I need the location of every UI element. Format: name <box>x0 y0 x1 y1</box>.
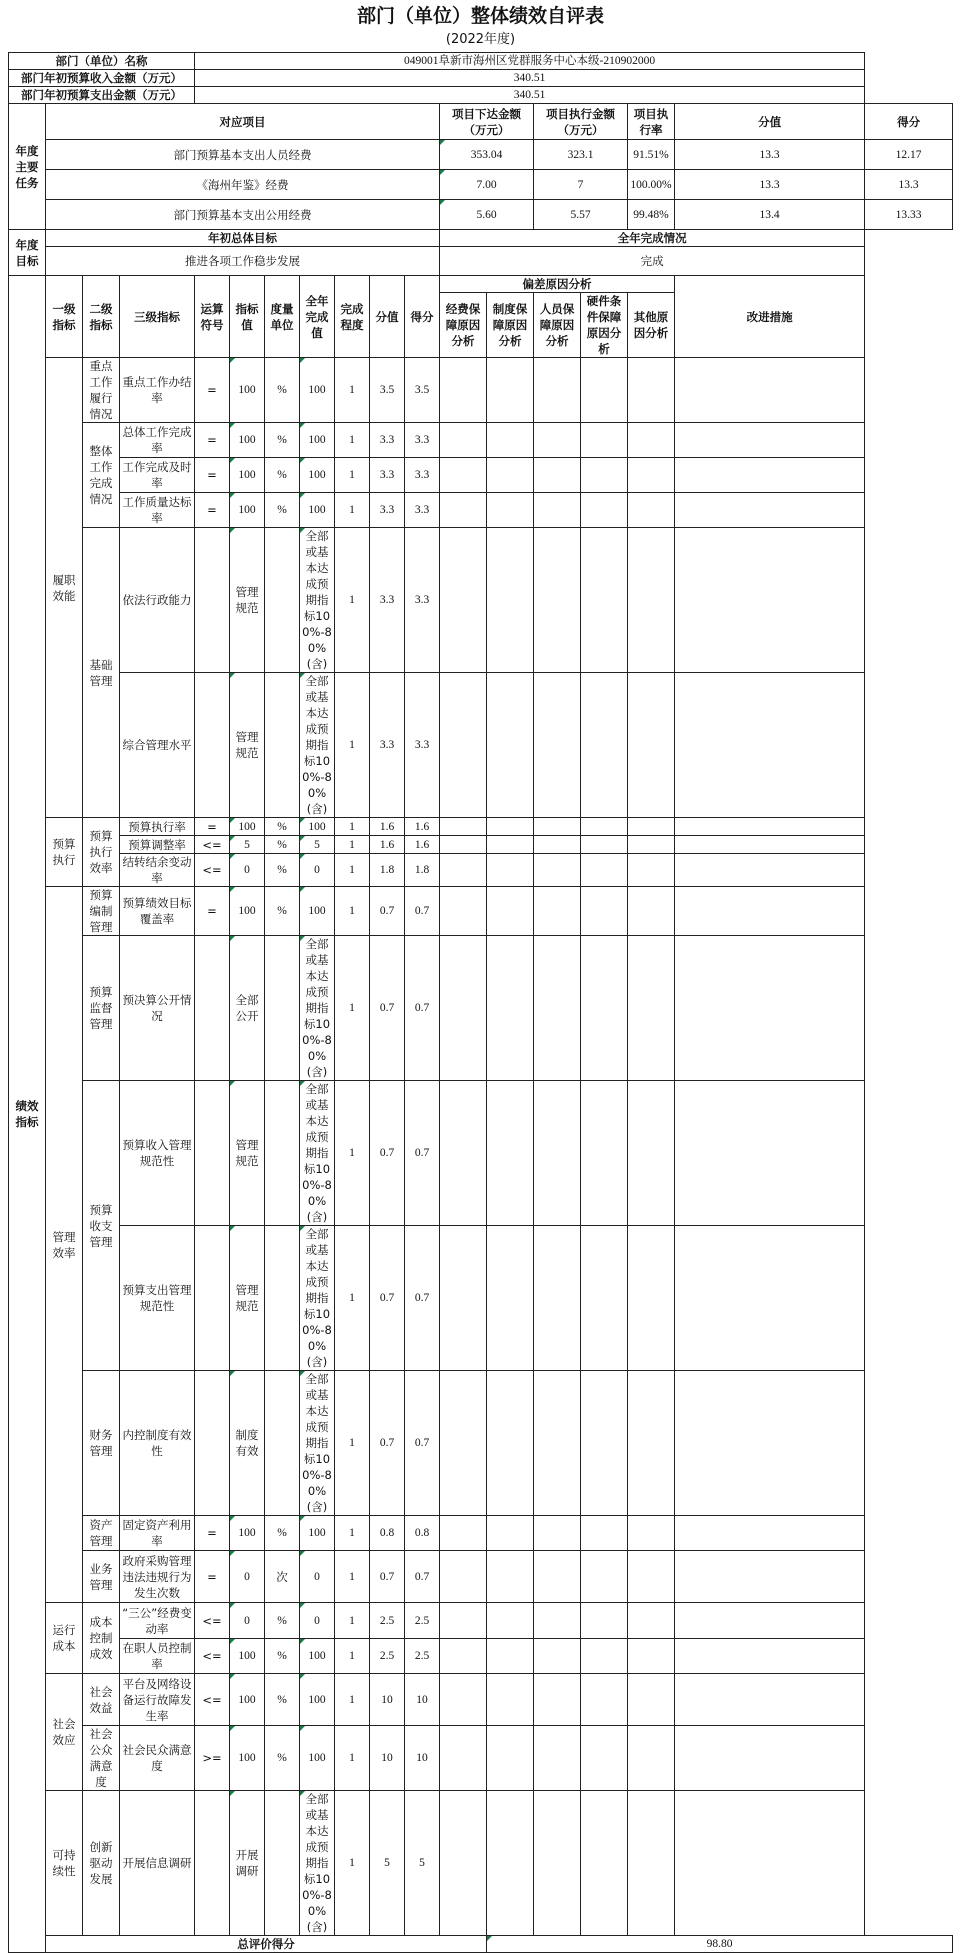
score-cell: 2.5 <box>370 1603 405 1639</box>
col-score: 分值 <box>370 276 405 358</box>
task-name: 部门预算基本支出人员经费 <box>46 140 440 170</box>
l3-cell: 预算执行率 <box>120 818 195 836</box>
l3-cell: “三公”经费变动率 <box>120 1603 195 1639</box>
l2-cell: 预算监督管理 <box>83 936 120 1081</box>
l3-cell: 预算调整率 <box>120 836 195 854</box>
l1-cell: 社会效应 <box>46 1674 83 1791</box>
degree-cell: 1 <box>335 936 370 1081</box>
l3-cell: 政府采购管理违法违规行为发生次数 <box>120 1551 195 1603</box>
actual-cell: 100 <box>300 423 335 458</box>
op-cell: >= <box>195 1726 230 1791</box>
score-cell: 3.3 <box>370 493 405 528</box>
degree-cell: 1 <box>335 1674 370 1726</box>
degree-cell: 1 <box>335 1603 370 1639</box>
target-cell: 管理规范 <box>230 1226 265 1371</box>
l2-cell: 预算编制管理 <box>83 887 120 936</box>
actual-cell: 全部或基本达成预期指标100%-80%(含) <box>300 1791 335 1936</box>
table-row <box>9 200 953 230</box>
col-dev: 经费保障原因分析 <box>440 293 487 358</box>
task-exec: 5.57 <box>534 200 628 230</box>
l2-cell: 资产管理 <box>83 1516 120 1551</box>
degree-cell: 1 <box>335 887 370 936</box>
score-cell: 3.5 <box>370 358 405 423</box>
l3-cell: 在职人员控制率 <box>120 1639 195 1674</box>
l1-cell: 运行成本 <box>46 1603 83 1674</box>
got-cell: 3.5 <box>405 358 440 423</box>
l1-cell: 管理效率 <box>46 887 83 1603</box>
table-row <box>9 1726 953 1791</box>
target-cell: 100 <box>230 1639 265 1674</box>
degree-cell: 1 <box>335 1081 370 1226</box>
actual-cell: 0 <box>300 1551 335 1603</box>
l3-cell: 依法行政能力 <box>120 528 195 673</box>
l3-cell: 工作质量达标率 <box>120 493 195 528</box>
got-cell: 1.6 <box>405 836 440 854</box>
degree-cell: 1 <box>335 458 370 493</box>
tasks-header: 项目下达金额（万元） <box>440 104 534 140</box>
got-cell: 2.5 <box>405 1639 440 1674</box>
l2-cell: 成本控制成效 <box>83 1603 120 1674</box>
unit-cell: 次 <box>265 1551 300 1603</box>
tasks-header: 得分 <box>865 104 953 140</box>
got-cell: 1.8 <box>405 854 440 887</box>
actual-cell: 全部或基本达成预期指标100%-80%(含) <box>300 673 335 818</box>
score-cell: 0.7 <box>370 1226 405 1371</box>
score-cell: 0.8 <box>370 1516 405 1551</box>
actual-cell: 5 <box>300 836 335 854</box>
unit-cell: % <box>265 1726 300 1791</box>
table-row <box>9 423 953 458</box>
col-target: 指标值 <box>230 276 265 358</box>
actual-cell: 全部或基本达成预期指标100%-80%(含) <box>300 936 335 1081</box>
task-budget: 7.00 <box>440 170 534 200</box>
table-row <box>9 836 953 854</box>
table-row <box>9 358 953 423</box>
unit-cell <box>265 1371 300 1516</box>
col-dev: 人员保障原因分析 <box>534 293 581 358</box>
score-cell: 10 <box>370 1674 405 1726</box>
table-row <box>9 1551 953 1603</box>
page-title: 部门（单位）整体绩效自评表 <box>356 5 604 27</box>
unit-cell: % <box>265 1603 300 1639</box>
unit-cell <box>265 1226 300 1371</box>
op-cell <box>195 1371 230 1516</box>
got-cell: 0.7 <box>405 1081 440 1226</box>
op-cell: <= <box>195 836 230 854</box>
target-cell: 100 <box>230 358 265 423</box>
degree-cell: 1 <box>335 854 370 887</box>
score-cell: 3.3 <box>370 423 405 458</box>
table-row <box>9 1516 953 1551</box>
actual-cell: 100 <box>300 887 335 936</box>
unit-cell: % <box>265 493 300 528</box>
col-got: 得分 <box>405 276 440 358</box>
got-cell: 0.7 <box>405 887 440 936</box>
l2-cell: 基础管理 <box>83 528 120 818</box>
actual-cell: 0 <box>300 1603 335 1639</box>
actual-cell: 100 <box>300 1516 335 1551</box>
score-cell: 0.7 <box>370 936 405 1081</box>
score-cell: 3.3 <box>370 458 405 493</box>
l2-cell: 财务管理 <box>83 1371 120 1516</box>
op-cell: <= <box>195 854 230 887</box>
l1-cell: 预算执行 <box>46 818 83 887</box>
score-cell: 2.5 <box>370 1639 405 1674</box>
score-cell: 5 <box>370 1791 405 1936</box>
l3-cell: 内控制度有效性 <box>120 1371 195 1516</box>
l3-cell: 结转结余变动率 <box>120 854 195 887</box>
op-cell <box>195 936 230 1081</box>
table-row <box>9 1226 953 1371</box>
tasks-header: 对应项目 <box>46 104 440 140</box>
expense-value: 340.51 <box>195 87 865 104</box>
tasks-header: 项目执行率 <box>628 104 675 140</box>
col-l2: 二级指标 <box>83 276 120 358</box>
col-l3: 三级指标 <box>120 276 195 358</box>
task-got: 12.17 <box>865 140 953 170</box>
task-score: 13.3 <box>675 170 865 200</box>
l3-cell: 平台及网络设备运行故障发生率 <box>120 1674 195 1726</box>
actual-cell: 100 <box>300 458 335 493</box>
goals-right-value: 完成 <box>440 247 865 276</box>
target-cell: 0 <box>230 1603 265 1639</box>
actual-cell: 0 <box>300 854 335 887</box>
dept-name-value: 049001阜新市海州区党群服务中心本级-210902000 <box>195 53 865 70</box>
l3-cell: 重点工作办结率 <box>120 358 195 423</box>
task-score: 13.3 <box>675 140 865 170</box>
task-exec: 323.1 <box>534 140 628 170</box>
table-row <box>9 887 953 936</box>
actual-cell: 100 <box>300 1674 335 1726</box>
unit-cell <box>265 528 300 673</box>
total-label: 总评价得分 <box>46 1936 487 1953</box>
table-row <box>9 458 953 493</box>
task-got: 13.3 <box>865 170 953 200</box>
table-row <box>9 493 953 528</box>
l3-cell: 综合管理水平 <box>120 673 195 818</box>
task-name: 《海州年鉴》经费 <box>46 170 440 200</box>
op-cell: = <box>195 887 230 936</box>
col-deviation: 偏差原因分析 <box>440 276 675 293</box>
degree-cell: 1 <box>335 1226 370 1371</box>
degree-cell: 1 <box>335 1516 370 1551</box>
op-cell: <= <box>195 1603 230 1639</box>
op-cell <box>195 673 230 818</box>
degree-cell: 1 <box>335 1791 370 1936</box>
score-cell: 0.7 <box>370 887 405 936</box>
op-cell: = <box>195 818 230 836</box>
col-dev: 制度保障原因分析 <box>487 293 534 358</box>
degree-cell: 1 <box>335 528 370 673</box>
degree-cell: 1 <box>335 1639 370 1674</box>
target-cell: 100 <box>230 423 265 458</box>
target-cell: 0 <box>230 1551 265 1603</box>
op-cell: = <box>195 423 230 458</box>
actual-cell: 100 <box>300 1639 335 1674</box>
got-cell: 0.7 <box>405 1371 440 1516</box>
degree-cell: 1 <box>335 1371 370 1516</box>
table-row <box>9 140 953 170</box>
actual-cell: 全部或基本达成预期指标100%-80%(含) <box>300 1371 335 1516</box>
l3-cell: 预算绩效目标覆盖率 <box>120 887 195 936</box>
op-cell: = <box>195 1551 230 1603</box>
tasks-section-label: 年度主要任务 <box>9 104 46 230</box>
target-cell: 管理规范 <box>230 673 265 818</box>
unit-cell: % <box>265 358 300 423</box>
score-cell: 0.7 <box>370 1081 405 1226</box>
income-label: 部门年初预算收入金额（万元） <box>9 70 195 87</box>
score-cell: 1.8 <box>370 854 405 887</box>
actual-cell: 100 <box>300 818 335 836</box>
op-cell <box>195 1791 230 1936</box>
unit-cell: % <box>265 423 300 458</box>
op-cell: <= <box>195 1674 230 1726</box>
indicators-section-label: 绩效指标 <box>9 276 46 1953</box>
op-cell: = <box>195 458 230 493</box>
table-row <box>9 1791 953 1936</box>
degree-cell: 1 <box>335 1551 370 1603</box>
target-cell: 0 <box>230 854 265 887</box>
total-value: 98.80 <box>487 1936 953 1953</box>
target-cell: 全部公开 <box>230 936 265 1081</box>
got-cell: 2.5 <box>405 1603 440 1639</box>
op-cell: = <box>195 493 230 528</box>
got-cell: 3.3 <box>405 528 440 673</box>
unit-cell: % <box>265 1516 300 1551</box>
score-cell: 0.7 <box>370 1551 405 1603</box>
degree-cell: 1 <box>335 1726 370 1791</box>
unit-cell: % <box>265 836 300 854</box>
unit-cell <box>265 936 300 1081</box>
score-cell: 3.3 <box>370 528 405 673</box>
score-cell: 10 <box>370 1726 405 1791</box>
task-budget: 353.04 <box>440 140 534 170</box>
target-cell: 100 <box>230 1516 265 1551</box>
col-degree: 完成程度 <box>335 276 370 358</box>
unit-cell: % <box>265 818 300 836</box>
table-row <box>9 170 953 200</box>
score-cell: 3.3 <box>370 673 405 818</box>
table-row <box>9 1674 953 1726</box>
op-cell <box>195 528 230 673</box>
got-cell: 10 <box>405 1726 440 1791</box>
target-cell: 管理规范 <box>230 528 265 673</box>
degree-cell: 1 <box>335 673 370 818</box>
got-cell: 0.7 <box>405 1226 440 1371</box>
table-row <box>9 1081 953 1226</box>
tasks-header: 分值 <box>675 104 865 140</box>
op-cell <box>195 1081 230 1226</box>
table-row <box>9 528 953 673</box>
actual-cell: 全部或基本达成预期指标100%-80%(含) <box>300 528 335 673</box>
col-op: 运算符号 <box>195 276 230 358</box>
unit-cell: % <box>265 1639 300 1674</box>
got-cell: 0.8 <box>405 1516 440 1551</box>
l3-cell: 社会民众满意度 <box>120 1726 195 1791</box>
task-score: 13.4 <box>675 200 865 230</box>
target-cell: 5 <box>230 836 265 854</box>
l2-cell: 业务管理 <box>83 1551 120 1603</box>
col-improve: 改进措施 <box>675 276 865 358</box>
got-cell: 10 <box>405 1674 440 1726</box>
col-dev: 其他原因分析 <box>628 293 675 358</box>
task-got: 13.33 <box>865 200 953 230</box>
actual-cell: 100 <box>300 493 335 528</box>
unit-cell <box>265 1081 300 1226</box>
got-cell: 5 <box>405 1791 440 1936</box>
l1-cell: 可持续性 <box>46 1791 83 1936</box>
got-cell: 1.6 <box>405 818 440 836</box>
degree-cell: 1 <box>335 818 370 836</box>
table-row <box>9 936 953 1081</box>
target-cell: 100 <box>230 493 265 528</box>
target-cell: 100 <box>230 1674 265 1726</box>
unit-cell: % <box>265 887 300 936</box>
got-cell: 3.3 <box>405 673 440 818</box>
unit-cell: % <box>265 458 300 493</box>
l2-cell: 社会效益 <box>83 1674 120 1726</box>
l2-cell: 社会公众满意度 <box>83 1726 120 1791</box>
l1-cell: 履职效能 <box>46 358 83 818</box>
degree-cell: 1 <box>335 493 370 528</box>
expense-label: 部门年初预算支出金额（万元） <box>9 87 195 104</box>
l3-cell: 预算支出管理规范性 <box>120 1226 195 1371</box>
actual-cell: 全部或基本达成预期指标100%-80%(含) <box>300 1226 335 1371</box>
unit-cell: % <box>265 854 300 887</box>
l3-cell: 工作完成及时率 <box>120 458 195 493</box>
table-row <box>9 673 953 818</box>
score-cell: 1.6 <box>370 836 405 854</box>
table-row <box>9 1371 953 1516</box>
income-value: 340.51 <box>195 70 865 87</box>
task-exec: 7 <box>534 170 628 200</box>
l3-cell: 开展信息调研 <box>120 1791 195 1936</box>
col-actual: 全年完成值 <box>300 276 335 358</box>
table-row <box>9 818 953 836</box>
task-rate: 99.48% <box>628 200 675 230</box>
table-row <box>9 1603 953 1639</box>
op-cell: <= <box>195 1639 230 1674</box>
got-cell: 3.3 <box>405 493 440 528</box>
l2-cell: 整体工作完成情况 <box>83 423 120 528</box>
actual-cell: 100 <box>300 358 335 423</box>
l2-cell: 预算执行效率 <box>83 818 120 887</box>
l2-cell: 重点工作履行情况 <box>83 358 120 423</box>
goals-left-value: 推进各项工作稳步发展 <box>46 247 440 276</box>
target-cell: 100 <box>230 1726 265 1791</box>
tasks-header: 项目执行金额（万元） <box>534 104 628 140</box>
got-cell: 0.7 <box>405 936 440 1081</box>
l3-cell: 总体工作完成率 <box>120 423 195 458</box>
table-row <box>9 1639 953 1674</box>
op-cell <box>195 1226 230 1371</box>
actual-cell: 全部或基本达成预期指标100%-80%(含) <box>300 1081 335 1226</box>
task-name: 部门预算基本支出公用经费 <box>46 200 440 230</box>
dept-name-label: 部门（单位）名称 <box>9 53 195 70</box>
table-row <box>9 854 953 887</box>
target-cell: 制度有效 <box>230 1371 265 1516</box>
evaluation-table <box>8 52 953 1953</box>
got-cell: 3.3 <box>405 423 440 458</box>
op-cell: = <box>195 358 230 423</box>
task-budget: 5.60 <box>440 200 534 230</box>
task-rate: 91.51% <box>628 140 675 170</box>
l2-cell: 预算收支管理 <box>83 1081 120 1371</box>
actual-cell: 100 <box>300 1726 335 1791</box>
l2-cell: 创新驱动发展 <box>83 1791 120 1936</box>
score-cell: 0.7 <box>370 1371 405 1516</box>
col-dev: 硬件条件保障原因分析 <box>581 293 628 358</box>
l3-cell: 预决算公开情况 <box>120 936 195 1081</box>
task-rate: 100.00% <box>628 170 675 200</box>
degree-cell: 1 <box>335 836 370 854</box>
target-cell: 100 <box>230 818 265 836</box>
goals-section-label: 年度目标 <box>9 230 46 276</box>
page-subtitle: (2022年度) <box>445 32 516 47</box>
op-cell: = <box>195 1516 230 1551</box>
col-l1: 一级指标 <box>46 276 83 358</box>
l3-cell: 预算收入管理规范性 <box>120 1081 195 1226</box>
target-cell: 100 <box>230 887 265 936</box>
target-cell: 管理规范 <box>230 1081 265 1226</box>
target-cell: 开展调研 <box>230 1791 265 1936</box>
degree-cell: 1 <box>335 423 370 458</box>
got-cell: 3.3 <box>405 458 440 493</box>
degree-cell: 1 <box>335 358 370 423</box>
unit-cell <box>265 1791 300 1936</box>
goals-left-header: 年初总体目标 <box>46 230 440 247</box>
got-cell: 0.7 <box>405 1551 440 1603</box>
l3-cell: 固定资产利用率 <box>120 1516 195 1551</box>
target-cell: 100 <box>230 458 265 493</box>
unit-cell: % <box>265 1674 300 1726</box>
goals-right-header: 全年完成情况 <box>440 230 865 247</box>
score-cell: 1.6 <box>370 818 405 836</box>
col-unit: 度量单位 <box>265 276 300 358</box>
unit-cell <box>265 673 300 818</box>
